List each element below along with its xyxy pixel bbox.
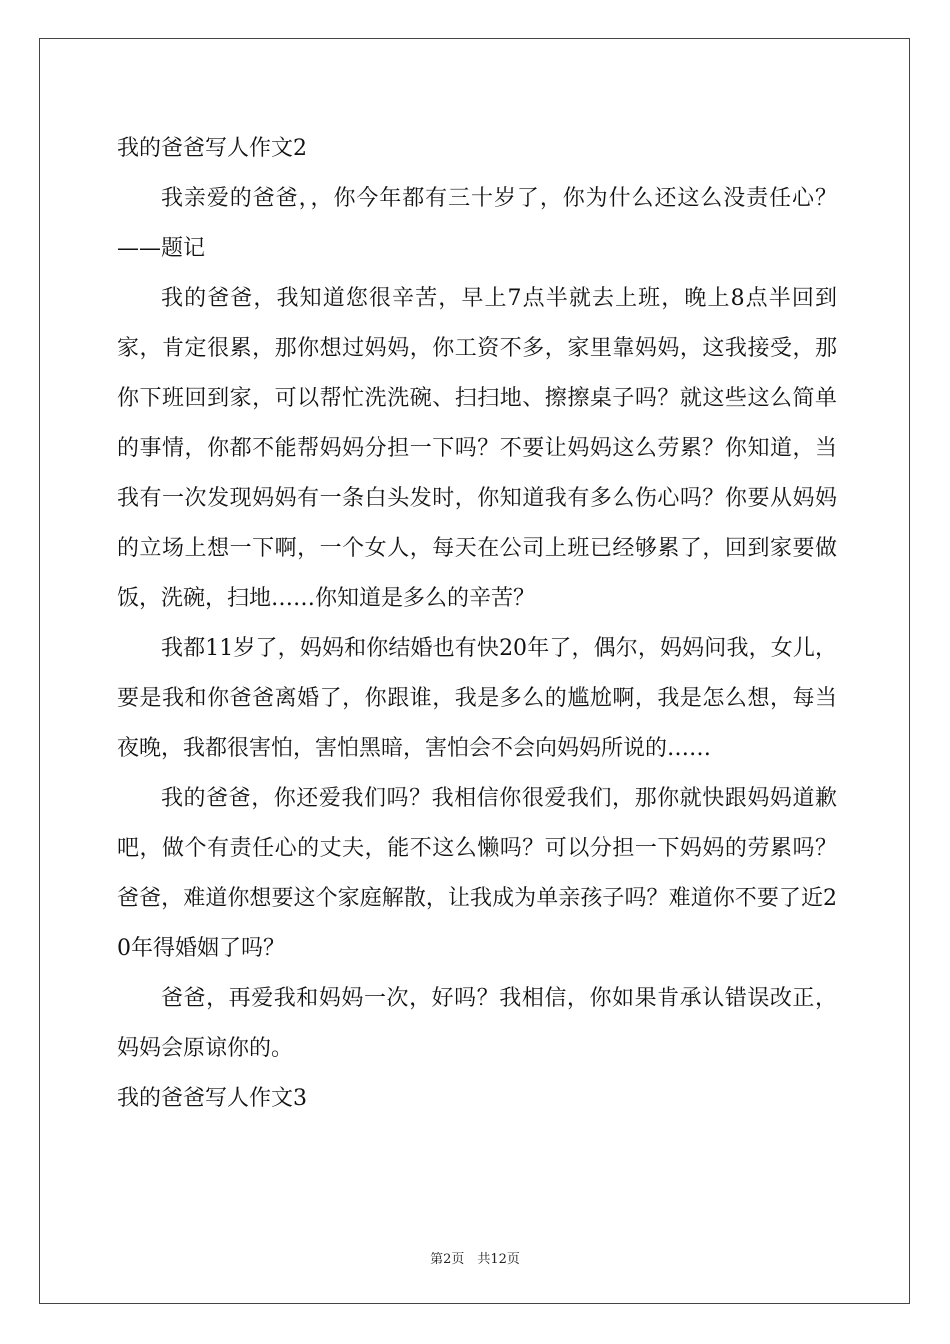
paragraph-divorce-fear: 我都11岁了，妈妈和你结婚也有快20年了，偶尔，妈妈问我，女儿，要是我和你爸爸离婚了，你跟谁，我是多么的尴尬啊，我是怎么想，每当夜晚，我都很害怕，害怕黑暗，害怕会不会向妈妈所说的…… xyxy=(117,636,837,761)
essay-title-3: 我的爸爸写人作文3 xyxy=(117,1086,307,1111)
paragraph-apology-plea: 我的爸爸，你还爱我们吗？我相信你很爱我们，那你就快跟妈妈道歉吧，做个有责任心的丈夫，能不这么懒吗？可以分担一下妈妈的劳累吗？爸爸，难道你想要这个家庭解散，让我成为单亲孩子吗？难道你不要了近20年得婚姻了吗？ xyxy=(117,786,837,961)
paragraph-closing: 爸爸，再爱我和妈妈一次，好吗？我相信，你如果肯承认错误改正，妈妈会原谅你的。 xyxy=(117,986,837,1061)
essay-title-2: 我的爸爸写人作文2 xyxy=(117,136,307,161)
page-number-footer: 第2页 共12页 xyxy=(430,1252,520,1267)
document-body xyxy=(117,124,837,1124)
paragraph-dad-work: 我的爸爸，我知道您很辛苦，早上7点半就去上班，晚上8点半回到家，肯定很累，那你想过妈妈，你工资不多，家里靠妈妈，这我接受，那你下班回到家，可以帮忙洗洗碗、扫扫地、擦擦桌子吗？就这些这么简单的事情，你都不能帮妈妈分担一下吗？不要让妈妈这么劳累？你知道，当我有一次发现妈妈有一条白头发时，你知道我有多么伤心吗？你要从妈妈的立场上想一下啊，一个女人，每天在公司上班已经够累了，回到家要做饭，洗碗，扫地……你知道是多么的辛苦？ xyxy=(117,286,837,611)
paragraph-epigraph: 我亲爱的爸爸，，你今年都有三十岁了，你为什么还这么没责任心？——题记 xyxy=(117,186,837,261)
